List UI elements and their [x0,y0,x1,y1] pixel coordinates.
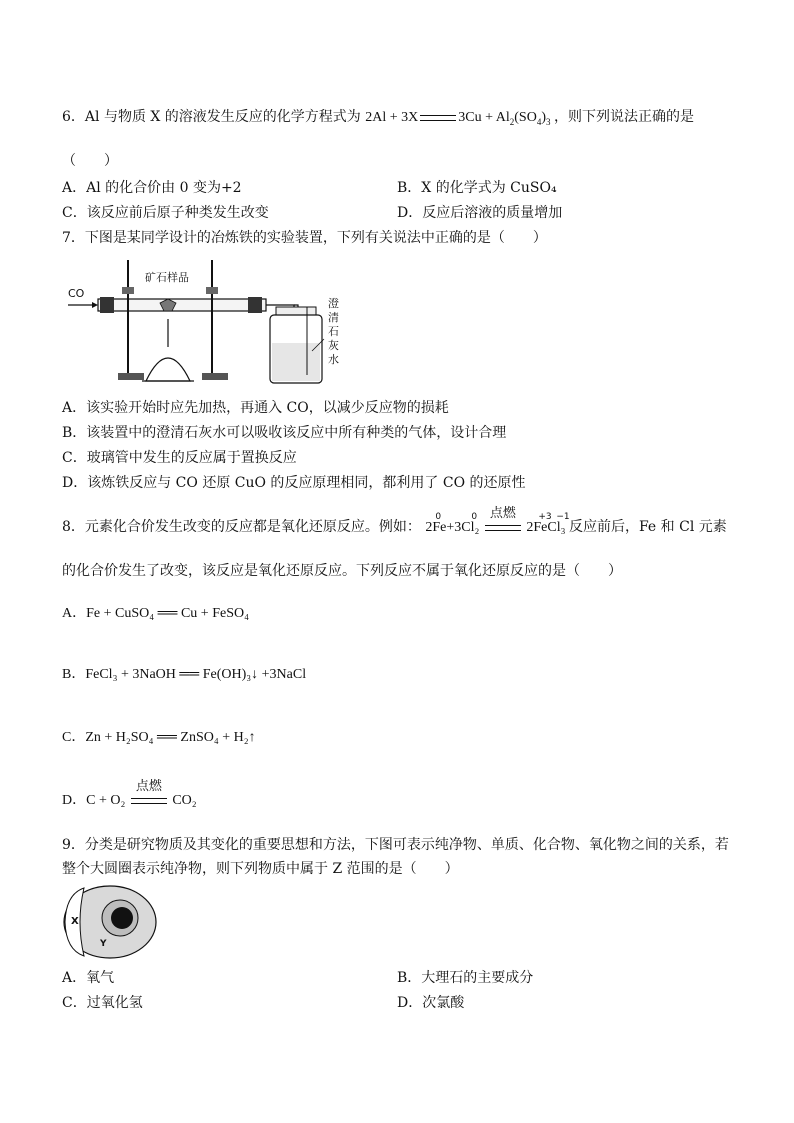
q8-valence-fe3: +3 [538,512,552,522]
q9-x-label: X [71,916,79,927]
q8-option-b: B．FeCl₃ + 3NaOH ══ Fe(OH)₃↓ +3NaCl [62,667,307,682]
q8-option-c: C．Zn + H₂SO₄ ══ ZnSO₄ + H₂↑ [62,730,256,745]
q8-option-a: A．Fe + CuSO₄ ══ Cu + FeSO₄ [62,606,249,621]
q8-option-d: D．C + O₂ 点燃 CO₂ [62,779,197,808]
q9-stem-line1: 9．分类是研究物质及其变化的重要思想和方法，下图可表示纯净物、单质、化合物、氧化物之间的关系，若 [62,837,729,853]
q7-option-b: B．该装置中的澄清石灰水可以吸收该反应中所有种类的气体，设计合理 [62,425,507,441]
q9-option-b: B．大理石的主要成分 [397,970,534,986]
q7-option-c: C．玻璃管中发生的反应属于置换反应 [62,450,297,466]
q6-option-c: C．该反应前后原子种类发生改变 [62,205,269,221]
q8-stem-line2: 的化合价发生了改变，该反应是氧化还原反应。下列反应不属于氧化还原反应的是（ ） [62,563,622,579]
q6-blank: （ ） [62,153,118,169]
q7-stem: 7．下图是某同学设计的冶炼铁的实验装置，下列有关说法中正确的是（ ） [62,230,547,246]
q6-equals-sign [420,115,456,121]
q6-option-a: A．Al 的化合价由 0 变为+2 [62,180,242,196]
q9-venn-figure [62,884,158,960]
q8-stem-line1 [62,506,727,537]
q6-option-d: D．反应后溶液的质量增加 [397,205,563,221]
q6-stem-post: ，则下列说法正确的是 [553,109,694,125]
q6-equation: 2Al + 3X $3Cu + Al_2(SO_4)_3$ [365,110,551,127]
q7-option-a: A．该实验开始时应先加热，再通入 CO，以减少反应物的损耗 [62,400,449,416]
q8-example-equation: 0 0 2Fe+3Cl₂ 点燃 +3 −1 2FeCl₃ [425,506,570,535]
q6-stem [62,108,694,131]
q6-stem-pre: 6．Al 与物质 X 的溶液发生反应的化学方程式为 [62,109,361,125]
q8-valence-cl0: 0 [471,512,478,522]
q9-stem-line2: 整个大圆圈表示纯净物，则下列物质中属于 Z 范围的是（ ） [62,861,459,877]
q9-y-label: Y [100,939,107,949]
q8-valence-fe0: 0 [435,512,442,522]
q8-valence-cl1: −1 [556,512,570,522]
q7-bottle-label: 澄 清 石 灰 水 [328,297,339,366]
q7-co-label: CO [68,287,85,300]
q7-sample-label: 矿石样品 [145,271,189,284]
q7-apparatus-figure [62,255,352,390]
q8-stem-mid: 反应前后，Fe 和 Cl 元素 [568,519,727,535]
q6-option-b: B．X 的化学式为 CuSO₄ [397,180,557,196]
q8-example-arrow: 点燃 [483,519,523,537]
q8-stem-pre: 8．元素化合价发生改变的反应都是氧化还原反应。例如： [62,519,421,535]
q9-option-d: D．次氯酸 [397,995,465,1011]
q9-option-c: C．过氧化氢 [62,995,143,1011]
q7-option-d: D．该炼铁反应与 CO 还原 CuO 的反应原理相同，都利用了 CO 的还原性 [62,475,526,491]
q9-option-a: A．氧气 [62,970,115,986]
q8-option-d-arrow: 点燃 [129,792,169,810]
